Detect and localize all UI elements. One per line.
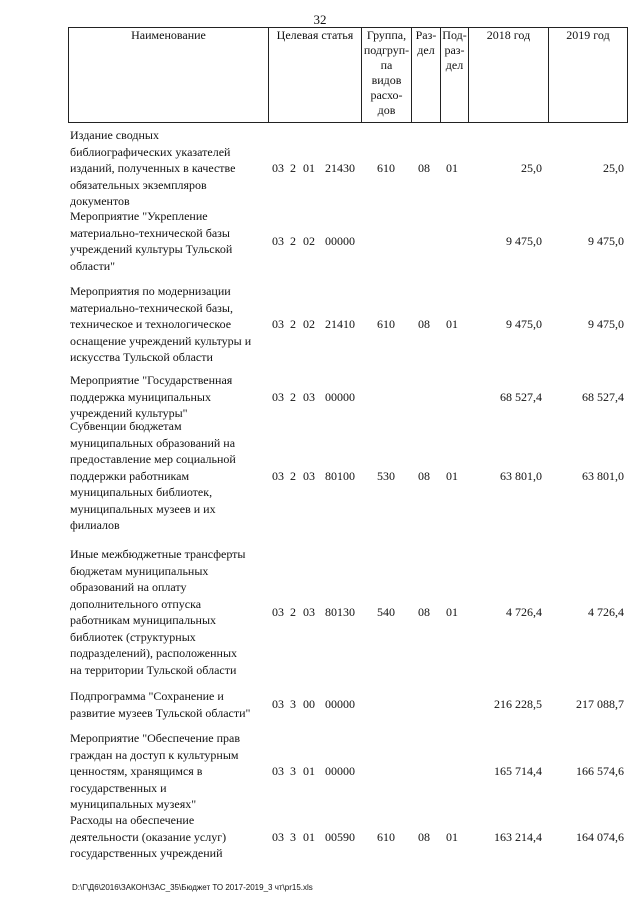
- header-section-line: Раз-: [415, 28, 437, 42]
- subsection-code: 01: [446, 604, 458, 619]
- group-code: 610: [377, 317, 395, 331]
- target-article-part: 2: [290, 604, 296, 619]
- target-article-part: 21410: [325, 317, 355, 331]
- target-article-part: 03: [272, 468, 284, 483]
- target-article-part: 03: [272, 317, 284, 331]
- header-group-line: дов: [377, 103, 396, 117]
- table-row: [68, 208, 628, 274]
- amount-2018: 163 214,4: [494, 829, 542, 844]
- row-name: [70, 127, 270, 210]
- row-name-line: обязательных экземпляров: [70, 177, 207, 192]
- section-code: 08: [418, 161, 430, 175]
- amount-2018: 165 714,4: [494, 764, 542, 778]
- header-group-line: расхо-: [370, 88, 403, 102]
- row-name-line: Расходы на обеспечение: [70, 813, 195, 827]
- target-article-part: 2: [290, 317, 296, 331]
- amount-2019: 217 088,7: [576, 697, 624, 712]
- row-name-line: бюджетам муниципальных: [70, 563, 209, 578]
- table-row: [68, 812, 628, 862]
- row-name-line: работникам муниципальных: [70, 613, 217, 627]
- page-number: 32: [313, 12, 327, 27]
- row-name-line: ценностям, хранящимся в: [70, 764, 203, 778]
- row-name-line: Издание сводных: [70, 128, 159, 142]
- row-name-line: документов: [70, 194, 130, 208]
- target-article-part: 00000: [325, 389, 355, 404]
- amount-2018: 9 475,0: [506, 233, 542, 248]
- row-name-line: поддержки работникам: [70, 468, 190, 483]
- header-subsection-line: Под-: [442, 28, 467, 42]
- row-name-line: Подпрограмма "Сохранение и: [70, 689, 224, 703]
- row-name: [70, 730, 270, 813]
- row-name: [70, 812, 270, 862]
- row-name: [70, 372, 270, 422]
- amount-2018: 9 475,0: [506, 317, 542, 331]
- target-article-part: 03: [272, 161, 284, 175]
- file-path-footer: D:\Г\Д6\2016\ЗАКОН\ЗАС_35\Бюджет ТО 2017-2019_3 чт\pr15.xls: [72, 883, 313, 892]
- row-name-line: материально-технической базы: [70, 225, 230, 240]
- row-name: [70, 418, 270, 534]
- section-code: 08: [418, 604, 430, 619]
- table-header: [68, 27, 628, 123]
- target-article-part: 2: [290, 161, 296, 175]
- row-name-line: на территории Тульской области: [70, 662, 237, 677]
- row-name-line: образований на оплату: [70, 580, 187, 594]
- row-name-line: области": [70, 258, 116, 273]
- table-row: [68, 127, 628, 210]
- group-code: 610: [377, 161, 395, 175]
- target-article-part: 03: [272, 389, 284, 404]
- row-name-line: государственных учреждений: [70, 846, 223, 860]
- amount-2019: 4 726,4: [588, 604, 624, 619]
- row-name-line: Мероприятие "Государственная: [70, 373, 233, 387]
- row-name-line: техническое и технологическое: [70, 317, 232, 331]
- group-code: 530: [377, 468, 395, 483]
- target-article-part: 03: [303, 389, 315, 404]
- target-article-part: 02: [303, 317, 315, 331]
- target-article-part: 80130: [325, 604, 355, 619]
- amount-2018: 25,0: [521, 161, 542, 175]
- target-article-part: 02: [303, 233, 315, 248]
- header-subsection-line: дел: [445, 58, 464, 72]
- target-article-part: 2: [290, 468, 296, 483]
- row-name-line: учреждений культуры": [70, 406, 188, 420]
- row-name-line: поддержка муниципальных: [70, 389, 211, 404]
- header-section-line: дел: [417, 43, 435, 57]
- target-article-part: 03: [272, 604, 284, 619]
- target-article-part: 03: [303, 604, 315, 619]
- row-name-line: оснащение учреждений культуры и: [70, 333, 252, 348]
- target-article-part: 03: [272, 829, 284, 844]
- target-article-part: 03: [272, 764, 284, 778]
- target-article-part: 3: [290, 829, 296, 844]
- row-name-line: муниципальных музеев и их: [70, 501, 216, 516]
- amount-2019: 25,0: [603, 161, 624, 175]
- target-article-part: 00000: [325, 233, 355, 248]
- row-name-line: подразделений), расположенных: [70, 646, 238, 660]
- table-row: [68, 546, 628, 678]
- header-target-text: Целевая статья: [276, 28, 354, 42]
- row-name-line: деятельности (оказание услуг): [70, 829, 227, 844]
- row-name: [70, 688, 270, 721]
- target-article-part: 03: [303, 468, 315, 483]
- target-article-part: 2: [290, 233, 296, 248]
- header-name-text: Наименование: [131, 28, 206, 42]
- target-article-part: 03: [272, 697, 284, 712]
- row-name-line: муниципальных библиотек,: [70, 485, 213, 499]
- subsection-code: 01: [446, 468, 458, 483]
- table-row: [68, 283, 628, 366]
- row-name-line: Мероприятие "Обеспечение прав: [70, 731, 241, 745]
- header-2018-text: 2018 год: [486, 28, 531, 42]
- amount-2019: 63 801,0: [582, 468, 624, 483]
- target-article-part: 03: [272, 233, 284, 248]
- target-article-part: 3: [290, 764, 296, 778]
- table-row: [68, 730, 628, 813]
- table-row: [68, 418, 628, 534]
- target-article-part: 80100: [325, 468, 355, 483]
- header-2019: [549, 28, 627, 122]
- amount-2019: 166 574,6: [576, 764, 624, 778]
- section-code: 08: [418, 317, 430, 331]
- row-name-line: библиографических указателей: [70, 144, 231, 159]
- row-name-line: муниципальных музеях": [70, 797, 197, 811]
- row-name-line: муниципальных образований на: [70, 435, 236, 450]
- row-name-line: государственных и: [70, 780, 167, 795]
- row-name-line: материально-технической базы,: [70, 300, 233, 315]
- row-name-line: Иные межбюджетные трансферты: [70, 547, 246, 561]
- target-article-part: 01: [303, 161, 315, 175]
- target-article-part: 00000: [325, 764, 355, 778]
- header-2019-text: 2019 год: [566, 28, 610, 42]
- subsection-code: 01: [446, 161, 458, 175]
- header-subsection: [441, 28, 469, 122]
- row-name-line: искусства Тульской области: [70, 350, 213, 364]
- section-code: 08: [418, 829, 430, 844]
- target-article-part: 21430: [325, 161, 355, 175]
- row-name-line: библиотек (структурных: [70, 629, 196, 644]
- amount-2018: 68 527,4: [500, 389, 542, 404]
- target-article-part: 00590: [325, 829, 355, 844]
- row-name-line: изданий, полученных в качестве: [70, 161, 236, 175]
- header-group-line: Группа,: [366, 28, 407, 42]
- header-group-line: видов: [371, 73, 402, 87]
- amount-2019: 164 074,6: [576, 829, 624, 844]
- target-article-part: 00: [303, 697, 315, 712]
- target-article-part: 01: [303, 764, 315, 778]
- header-section: [412, 28, 441, 122]
- row-name-line: учреждений культуры Тульской: [70, 242, 233, 256]
- amount-2019: 68 527,4: [582, 389, 624, 404]
- header-subsection-line: раз-: [444, 43, 465, 57]
- row-name-line: развитие музеев Тульской области": [70, 705, 251, 720]
- amount-2018: 216 228,5: [494, 697, 542, 712]
- header-group-line: па: [380, 58, 393, 72]
- amount-2018: 63 801,0: [500, 468, 542, 483]
- amount-2018: 4 726,4: [506, 604, 542, 619]
- row-name: [70, 283, 270, 366]
- target-article-part: 3: [290, 697, 296, 712]
- amount-2019: 9 475,0: [588, 233, 624, 248]
- header-group-line: подгруп-: [363, 43, 410, 57]
- row-name-line: Субвенции бюджетам: [70, 419, 182, 433]
- subsection-code: 01: [446, 317, 458, 331]
- header-name: [69, 28, 269, 122]
- row-name: [70, 208, 270, 274]
- amount-2019: 9 475,0: [588, 317, 624, 331]
- row-name-line: Мероприятия по модернизации: [70, 284, 231, 298]
- header-target: [269, 28, 362, 122]
- header-group: [362, 28, 412, 122]
- row-name-line: граждан на доступ к культурным: [70, 747, 239, 762]
- row-name-line: Мероприятие "Укрепление: [70, 209, 208, 223]
- table-row: [68, 372, 628, 422]
- header-2018: [469, 28, 549, 122]
- row-name: [70, 546, 270, 678]
- table-row: [68, 688, 628, 721]
- group-code: 610: [377, 829, 395, 844]
- row-name-line: предоставление мер социальной: [70, 452, 236, 466]
- target-article-part: 00000: [325, 697, 355, 712]
- row-name-line: дополнительного отпуска: [70, 596, 202, 611]
- group-code: 540: [377, 604, 395, 619]
- row-name-line: филиалов: [70, 518, 120, 532]
- subsection-code: 01: [446, 829, 458, 844]
- target-article-part: 01: [303, 829, 315, 844]
- target-article-part: 2: [290, 389, 296, 404]
- section-code: 08: [418, 468, 430, 483]
